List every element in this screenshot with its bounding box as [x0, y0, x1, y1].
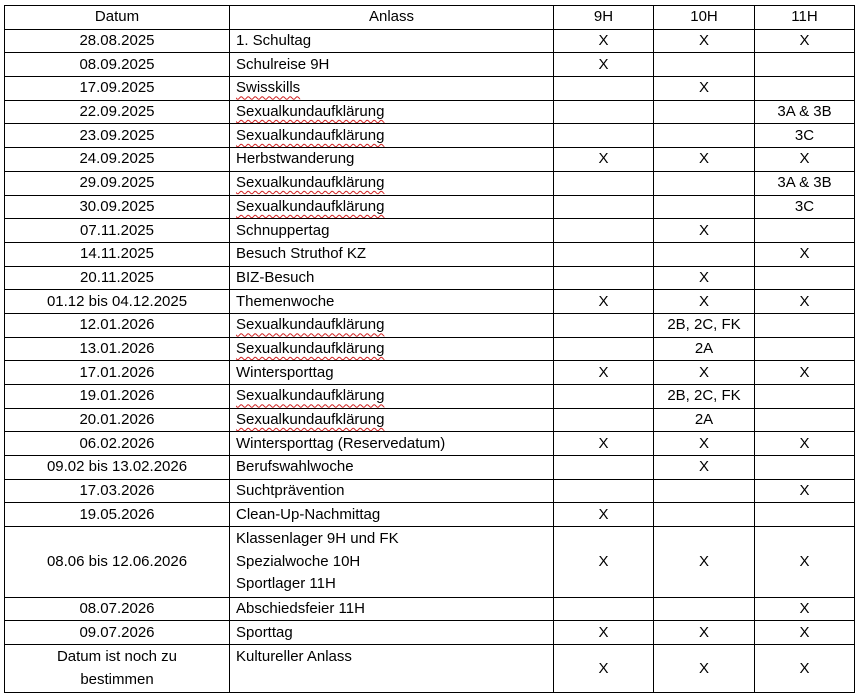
cell-date: [5, 645, 230, 693]
cell-event: [230, 645, 554, 693]
cell-11h: 3A & 3B: [755, 100, 855, 124]
cell-10h: [654, 242, 755, 266]
date-line: Datum ist noch zu: [56, 648, 178, 665]
cell-event: [230, 527, 554, 598]
cell-date: 24.09.2025: [5, 148, 230, 172]
event-label: Schnuppertag: [236, 221, 330, 239]
cell-event: [230, 100, 554, 124]
cell-11h: [755, 456, 855, 480]
cell-10h: X: [654, 77, 755, 101]
cell-10h: [654, 195, 755, 219]
cell-event: [230, 479, 554, 503]
cell-date: 08.07.2026: [5, 597, 230, 621]
event-label: Besuch Struthof KZ: [236, 245, 367, 263]
cell-event: [230, 242, 554, 266]
cell-9h: [554, 77, 654, 101]
event-label: Clean-Up-Nachmittag: [236, 505, 381, 523]
cell-10h: [654, 124, 755, 148]
cell-11h: X: [755, 148, 855, 172]
cell-11h: [755, 337, 855, 361]
table-row: [5, 361, 855, 385]
event-label: Wintersporttag (Reservedatum): [236, 434, 446, 452]
event-label: Themenwoche: [236, 292, 335, 310]
header-anlass: Anlass: [230, 6, 554, 30]
cell-9h: [554, 385, 654, 409]
cell-9h: X: [554, 361, 654, 385]
cell-date: 01.12 bis 04.12.2025: [5, 290, 230, 314]
event-label: Sexualkundaufklärung: [236, 126, 385, 144]
table-row: [5, 29, 855, 53]
cell-9h: [554, 100, 654, 124]
event-label: Sexualkundaufklärung: [236, 411, 385, 429]
table-row: [5, 385, 855, 409]
cell-9h: [554, 313, 654, 337]
cell-11h: X: [755, 432, 855, 456]
cell-9h: [554, 242, 654, 266]
table-row: [5, 195, 855, 219]
event-label: Suchtprävention: [236, 482, 345, 500]
cell-event: [230, 408, 554, 432]
event-label: Swisskills: [236, 79, 301, 97]
cell-10h: X: [654, 266, 755, 290]
cell-9h: X: [554, 527, 654, 598]
cell-event: [230, 597, 554, 621]
cell-event: [230, 503, 554, 527]
cell-10h: [654, 503, 755, 527]
cell-10h: [654, 100, 755, 124]
event-label: Klassenlager 9H und FK: [236, 530, 399, 548]
cell-11h: [755, 77, 855, 101]
cell-10h: X: [654, 621, 755, 645]
cell-event: [230, 219, 554, 243]
cell-11h: [755, 266, 855, 290]
cell-9h: [554, 408, 654, 432]
cell-event: [230, 290, 554, 314]
cell-event: [230, 432, 554, 456]
date-line: bestimmen: [80, 670, 154, 688]
event-label: BIZ-Besuch: [236, 268, 315, 286]
table-row: [5, 242, 855, 266]
table-body: [5, 29, 855, 692]
cell-10h: X: [654, 148, 755, 172]
table-row: [5, 266, 855, 290]
cell-event: [230, 337, 554, 361]
cell-date: 14.11.2025: [5, 242, 230, 266]
cell-9h: X: [554, 29, 654, 53]
cell-10h: [654, 53, 755, 77]
cell-11h: X: [755, 621, 855, 645]
cell-event: [230, 171, 554, 195]
cell-date: 23.09.2025: [5, 124, 230, 148]
cell-10h: X: [654, 290, 755, 314]
event-label: Sexualkundaufklärung: [236, 316, 385, 334]
cell-event: [230, 621, 554, 645]
table-row: [5, 597, 855, 621]
cell-event: [230, 385, 554, 409]
cell-11h: X: [755, 645, 855, 693]
table-row: [5, 432, 855, 456]
table-row: [5, 171, 855, 195]
cell-9h: X: [554, 621, 654, 645]
event-label: Sexualkundaufklärung: [236, 103, 385, 121]
cell-11h: X: [755, 290, 855, 314]
cell-10h: X: [654, 456, 755, 480]
cell-11h: X: [755, 527, 855, 598]
event-label: Sporttag: [236, 623, 293, 641]
table-row: [5, 53, 855, 77]
cell-9h: [554, 479, 654, 503]
event-label: Sexualkundaufklärung: [236, 339, 385, 357]
event-label: Sexualkundaufklärung: [236, 197, 385, 215]
cell-9h: X: [554, 503, 654, 527]
cell-event: [230, 77, 554, 101]
cell-9h: X: [554, 645, 654, 693]
cell-date: 19.05.2026: [5, 503, 230, 527]
cell-date: 13.01.2026: [5, 337, 230, 361]
cell-date: 29.09.2025: [5, 171, 230, 195]
cell-date: 08.06 bis 12.06.2026: [5, 527, 230, 598]
cell-event: [230, 124, 554, 148]
cell-event: [230, 313, 554, 337]
cell-event: [230, 29, 554, 53]
event-label: Herbstwanderung: [236, 150, 355, 168]
cell-9h: X: [554, 53, 654, 77]
cell-10h: X: [654, 527, 755, 598]
cell-date: 30.09.2025: [5, 195, 230, 219]
cell-10h: [654, 597, 755, 621]
table-row: [5, 456, 855, 480]
event-label: Spezialwoche 10H: [236, 552, 361, 570]
table-row: [5, 313, 855, 337]
cell-9h: [554, 171, 654, 195]
cell-date: 12.01.2026: [5, 313, 230, 337]
cell-11h: [755, 385, 855, 409]
header-10h: 10H: [654, 6, 755, 30]
cell-9h: X: [554, 290, 654, 314]
cell-9h: X: [554, 432, 654, 456]
cell-date: 17.01.2026: [5, 361, 230, 385]
event-label: Berufswahlwoche: [236, 458, 354, 476]
cell-9h: [554, 597, 654, 621]
table-row: [5, 290, 855, 314]
cell-date: 20.01.2026: [5, 408, 230, 432]
cell-9h: [554, 337, 654, 361]
cell-11h: X: [755, 29, 855, 53]
cell-11h: X: [755, 361, 855, 385]
cell-date: 06.02.2026: [5, 432, 230, 456]
cell-date: 09.07.2026: [5, 621, 230, 645]
cell-event: [230, 195, 554, 219]
table-row: [5, 77, 855, 101]
event-label: Sexualkundaufklärung: [236, 387, 385, 405]
cell-11h: X: [755, 597, 855, 621]
header-11h: 11H: [755, 6, 855, 30]
table-row: [5, 100, 855, 124]
header-row: [5, 6, 855, 30]
cell-10h: 2A: [654, 408, 755, 432]
header-datum: Datum: [5, 6, 230, 30]
header-9h: 9H: [554, 6, 654, 30]
cell-date: 28.08.2025: [5, 29, 230, 53]
cell-10h: X: [654, 219, 755, 243]
cell-9h: [554, 219, 654, 243]
cell-date: 09.02 bis 13.02.2026: [5, 456, 230, 480]
cell-date: 22.09.2025: [5, 100, 230, 124]
event-label: Kultureller Anlass: [236, 648, 352, 665]
event-label: Schulreise 9H: [236, 55, 330, 73]
cell-event: [230, 148, 554, 172]
cell-10h: X: [654, 29, 755, 53]
table-row: [5, 621, 855, 645]
cell-9h: X: [554, 148, 654, 172]
cell-10h: [654, 171, 755, 195]
cell-date: 20.11.2025: [5, 266, 230, 290]
cell-9h: [554, 124, 654, 148]
cell-10h: 2B, 2C, FK: [654, 313, 755, 337]
cell-10h: 2A: [654, 337, 755, 361]
table-row: [5, 527, 855, 598]
cell-11h: [755, 408, 855, 432]
table-row: [5, 337, 855, 361]
table-row: [5, 645, 855, 693]
table-row: [5, 219, 855, 243]
cell-11h: [755, 313, 855, 337]
table-row: [5, 479, 855, 503]
table-row: [5, 408, 855, 432]
cell-11h: [755, 53, 855, 77]
cell-11h: X: [755, 242, 855, 266]
cell-10h: 2B, 2C, FK: [654, 385, 755, 409]
cell-11h: 3C: [755, 124, 855, 148]
table-row: [5, 148, 855, 172]
cell-9h: [554, 266, 654, 290]
cell-date: 17.09.2025: [5, 77, 230, 101]
cell-event: [230, 53, 554, 77]
table-row: [5, 124, 855, 148]
event-label: 1. Schultag: [236, 32, 312, 50]
table-row: [5, 503, 855, 527]
cell-10h: [654, 479, 755, 503]
cell-date: 08.09.2025: [5, 53, 230, 77]
cell-date: 07.11.2025: [5, 219, 230, 243]
schedule-table: [4, 5, 855, 693]
cell-date: 19.01.2026: [5, 385, 230, 409]
event-label: Wintersporttag: [236, 363, 334, 381]
cell-9h: [554, 456, 654, 480]
cell-date: 17.03.2026: [5, 479, 230, 503]
cell-11h: 3A & 3B: [755, 171, 855, 195]
cell-10h: X: [654, 432, 755, 456]
event-label: Abschiedsfeier 11H: [236, 599, 365, 617]
cell-11h: 3C: [755, 195, 855, 219]
cell-event: [230, 266, 554, 290]
cell-11h: X: [755, 479, 855, 503]
cell-10h: X: [654, 361, 755, 385]
cell-10h: X: [654, 645, 755, 693]
cell-11h: [755, 503, 855, 527]
cell-event: [230, 361, 554, 385]
cell-9h: [554, 195, 654, 219]
event-label: Sportlager 11H: [236, 575, 336, 593]
cell-event: [230, 456, 554, 480]
event-label: Sexualkundaufklärung: [236, 174, 385, 192]
cell-11h: [755, 219, 855, 243]
